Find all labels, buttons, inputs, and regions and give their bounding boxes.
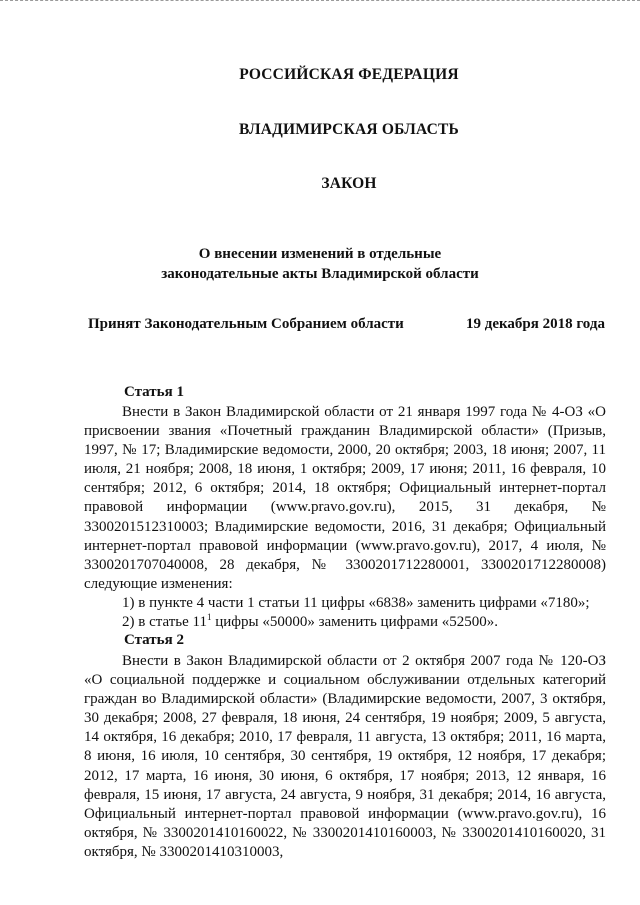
country-heading: РОССИЙСКАЯ ФЕДЕРАЦИЯ — [239, 66, 459, 83]
article-1-body — [84, 403, 606, 632]
article-1-heading: Статья 1 — [124, 384, 184, 400]
document-type-heading: ЗАКОН — [321, 175, 377, 192]
article-1-item-2 — [84, 613, 606, 632]
law-title-line: законодательные акты Владимирской области — [161, 266, 479, 282]
article-1-intro: Внести в Закон Владимирской области от 21 января 1997 года № 4-ОЗ «О присвоении звания «Почетный гражданин Владимирской области» (Призыв, 1997, № 17; Владимирские ведомости, 2000, 20 октября; 2003, 18 июня; 2007, 11 июля, 21 ноября; 2008, 18 июня, 1 октября; 2009, 17 июня; 2011, 16 февраля, 10 сентября; 2012, 6 октября; 2014, 18 октября; Официальный интернет-портал правовой информации (www.pravo.gov.ru), 2015, 31 декабря, № 3300201512310003; Владимирские ведомости, 2016, 31 декабря; Официальный интернет-портал правовой информации (www.pravo.gov.ru), 2017, 4 июля, № 3300201707040008, 28 декабря, № 3300201712280001, 3300201712280008) следующие изменения: — [84, 404, 606, 592]
scan-top-edge — [0, 0, 640, 4]
adoption-date: 19 декабря 2018 года — [466, 316, 605, 332]
law-title — [60, 244, 580, 284]
item-2-text-end: цифры «50000» заменить цифрами «52500». — [211, 614, 498, 631]
article-2-body — [84, 652, 606, 862]
adopted-by: Принят Законодательным Собранием области — [88, 316, 404, 332]
law-title-line: О внесении изменений в отдельные — [198, 246, 442, 262]
item-2-text-start: 2) в статье 11 — [122, 614, 207, 631]
article-1-item-1: 1) в пункте 4 части 1 статьи 11 цифры «6838» заменить цифрами «7180»; — [122, 594, 590, 611]
article-2-heading: Статья 2 — [124, 632, 184, 648]
region-heading: ВЛАДИМИРСКАЯ ОБЛАСТЬ — [239, 121, 459, 138]
article-2-intro: Внести в Закон Владимирской области от 2 октября 2007 года № 120-ОЗ «О социальной поддержке и социальном обслуживании отдельных категорий граждан во Владимирской области» (Владимирские ведомости, 2007, 3 октября, 30 декабря; 2008, 27 февраля, 18 июня, 24 сентября, 19 ноября; 2009, 5 августа, 14 октября, 16 декабря; 2010, 17 февраля, 11 августа, 13 октября; 2011, 16 марта, 8 июня, 16 июля, 10 сентября, 30 сентября, 19 октября, 12 ноября, 17 декабря; 2012, 17 марта, 16 июня, 30 июня, 6 октября, 17 ноября; 2013, 12 января, 16 февраля, 15 июня, 17 августа, 24 августа, 9 ноября, 31 декабря; 2014, 16 августа, Официальный интернет-портал правовой информации (www.pravo.gov.ru), 16 октября, № 3300201410160022, № 3300201410160003, № 3300201410160020, 31 октября, № 3300201410310003, — [84, 653, 606, 860]
item-2-superscript: 1 — [207, 612, 212, 623]
